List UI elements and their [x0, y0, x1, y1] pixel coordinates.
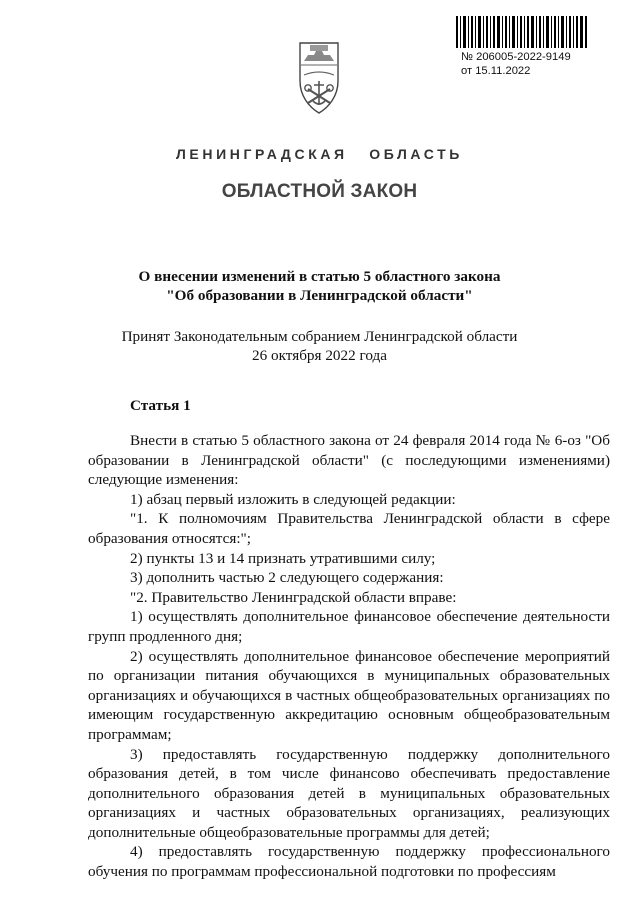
paragraph: 3) дополнить частью 2 следующего содержания:	[130, 569, 444, 587]
adoption-note-line-1: Принят Законодательным собранием Ленинградской области	[121, 328, 518, 345]
registration-number: № 206005-2022-9149	[461, 51, 571, 63]
article-heading: Статья 1	[130, 397, 191, 414]
paragraph: Внести в статью 5 областного закона от 24 февраля 2014 года № 6-оз "Об образовании в Ленинградской области" (с последующими изменениями) следующие изменения:	[88, 432, 610, 489]
region-heading: ЛЕНИНГРАДСКАЯ ОБЛАСТЬ	[176, 146, 463, 162]
paragraph: "1. К полномочиям Правительства Ленинградской области в сфере образования относятся:";	[88, 510, 610, 547]
paragraph: 3) предоставлять государственную поддержку дополнительного образования детей, в том числе финансово обеспечивать предоставление дополнительного образования детей в муниципальных образовательных организациях и частных образовательных организациях, реализующих дополнительные общеобразовательные программы для детей;	[88, 745, 610, 841]
paragraph: 1) абзац первый изложить в следующей редакции:	[130, 490, 456, 508]
law-title-line-1: О внесении изменений в статью 5 областного закона	[138, 268, 501, 285]
paragraph: 2) осуществлять дополнительное финансовое обеспечение мероприятий по организации питания обучающихся в муниципальных образовательных организациях и обучающихся в частных общеобразовательных организациях по имеющим государственную аккредитацию основным общеобразовательным программам;	[88, 647, 610, 743]
coat-of-arms-icon	[296, 41, 342, 115]
registration-block	[461, 50, 571, 78]
paragraph: 1) осуществлять дополнительное финансовое обеспечение деятельности групп продленного дня;	[88, 608, 610, 645]
barcode-icon	[456, 16, 587, 48]
adoption-note	[0, 327, 639, 365]
law-title-line-2: "Об образовании в Ленинградской области"	[166, 287, 473, 304]
registration-date: от 15.11.2022	[461, 65, 531, 77]
paragraph: 2) пункты 13 и 14 признать утратившими силу;	[130, 549, 436, 567]
document-type-heading: ОБЛАСТНОЙ ЗАКОН	[221, 181, 418, 202]
article-body	[88, 431, 610, 882]
law-title	[0, 267, 639, 305]
paragraph: 4) предоставлять государственную поддержку профессионального обучения по программам профессиональной подготовки по профессиям	[88, 843, 610, 881]
paragraph: "2. Правительство Ленинградской области вправе:	[130, 588, 457, 606]
adoption-note-line-2: 26 октября 2022 года	[252, 347, 387, 364]
